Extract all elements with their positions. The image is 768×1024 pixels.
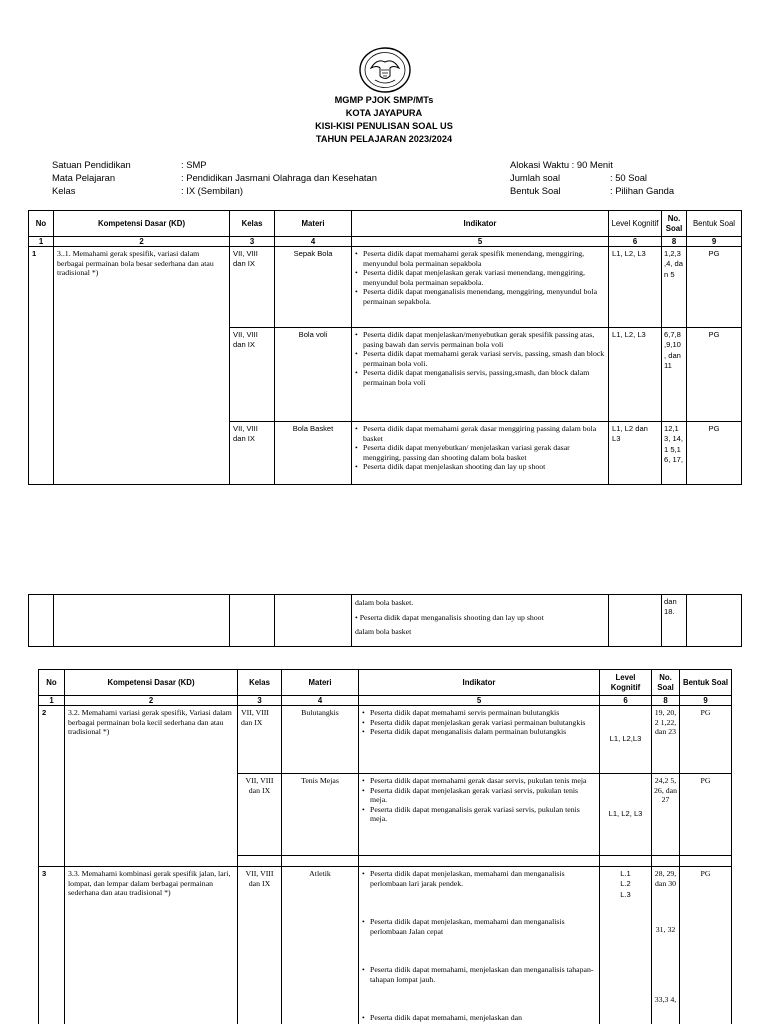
indikator-item: • Peserta didik dapat menjelaskan, memahami dan menganalisis perlombaan Jalan cepat (362, 917, 596, 965)
col-header-indikator: Indikator (359, 670, 600, 696)
indikator-cell (352, 328, 609, 422)
empty-cell (600, 856, 652, 867)
col-header-nosoal: No. Soal (662, 211, 687, 237)
kelas-cell: VII, VIII dan IX (238, 774, 282, 856)
col-header-kelas: Kelas (238, 670, 282, 696)
garuda-emblem-icon (357, 46, 413, 94)
kd-text: 3.3. Memahami kombinasi gerak spesifik jalan, lari, lompat, dan lempar dalam berbagai permainan sederhana dan atau tradisional *) (65, 867, 238, 1024)
indikator-item: • Peserta didik dapat memahami gerak variasi servis, passing, smash dan block permainan bola voli. (355, 349, 605, 368)
col-header-no: No (29, 211, 54, 237)
meta-value-satuan: : SMP (181, 159, 207, 170)
empty-cell (238, 856, 282, 867)
indikator-item: • Peserta didik dapat menjelaskan, memahami dan menganalisis perlombaan lari jarak pendek. (362, 869, 596, 917)
table-row (39, 867, 732, 1024)
header-title-3: KISI-KISI PENULISAN SOAL US (315, 121, 453, 131)
meta-label-mapel: Mata Pelajaran (52, 172, 116, 183)
col-number: 8 (652, 696, 680, 706)
empty-cell (230, 595, 275, 647)
indikator-item: • Peserta didik dapat menganalisis shooting dan lay up shoot (355, 612, 544, 622)
row-no: 2 (39, 706, 65, 867)
kd-text: 3.2. Memahami variasi gerak spesifik, Variasi dalam berbagai permainan bola kecil sederhana dan atau tradisional *) (65, 706, 238, 867)
meta-label-kelas: Kelas (52, 185, 76, 196)
level-cell: L1, L2, L3 (600, 774, 652, 856)
level-cell: L1, L2 dan L3 (609, 422, 662, 485)
nosoal-cell: 19, 20,2 1,22, dan 23 (652, 706, 680, 774)
col-number: 9 (680, 696, 732, 706)
indikator-item: • Peserta didik dapat menganalisis dalam permainan bulutangkis (362, 727, 596, 737)
materi-cell: Bola voli (275, 328, 352, 422)
col-header-kd: Kompetensi Dasar (KD) (65, 670, 238, 696)
level-item: L.3 (620, 889, 631, 899)
empty-cell (275, 595, 352, 647)
indikator-item: • Peserta didik dapat memahami gerak dasar servis, pukulan tenis meja (362, 776, 596, 786)
col-number: 4 (282, 696, 359, 706)
kisi-kisi-table-1 (28, 210, 742, 485)
col-number: 6 (609, 237, 662, 247)
col-header-level: Level Kognitif (609, 211, 662, 237)
empty-cell (29, 595, 54, 647)
col-header-kd: Kompetensi Dasar (KD) (54, 211, 230, 237)
meta-value-bentuk: : Pilihan Ganda (610, 185, 675, 196)
meta-value-mapel: : Pendidikan Jasmani Olahraga dan Kesehatan (181, 172, 377, 183)
col-number: 3 (230, 237, 275, 247)
nosoal-cell (652, 867, 680, 1024)
nosoal-item: 31, 32 (655, 925, 676, 934)
indikator-item-text: Peserta didik dapat menganalisis shooting dan lay up shoot (359, 612, 544, 622)
header-title-4: TAHUN PELAJARAN 2023/2024 (315, 134, 453, 144)
level-cell: L1, L2, L3 (609, 247, 662, 328)
bentuk-cell: PG (687, 247, 742, 328)
kisi-kisi-table-2 (38, 669, 732, 1024)
nosoal-item: 28, 29, dan 30 (654, 869, 677, 888)
indikator-item: • Peserta didik dapat menjelaskan/menyebutkan gerak spesifik passing atas, pasing bawah dan servis permainan bola voli (355, 330, 605, 349)
kelas-cell: VII, VIII dan IX (238, 867, 282, 1024)
col-number: 8 (662, 237, 687, 247)
kd-text (54, 247, 230, 485)
bentuk-cell: PG (680, 706, 732, 774)
indikator-continued-line: dalam bola basket. (355, 598, 414, 607)
indikator-continued-line: dalam bola basket (355, 627, 412, 636)
col-number: 6 (600, 696, 652, 706)
indikator-cell (352, 422, 609, 485)
kd-text-content: 3..1. Memahami gerak spesifik, variasi dalam berbagai permainan bola besar sederhana dan atau tradisional *) (57, 249, 214, 278)
col-number: 1 (39, 696, 65, 706)
header-title-1: MGMP PJOK SMP/MTs (334, 95, 434, 105)
level-cell (600, 867, 652, 1024)
indikator-cell (359, 706, 600, 774)
materi-cell: Tenis Mejas (282, 774, 359, 856)
table-row (29, 247, 742, 328)
col-number: 4 (275, 237, 352, 247)
indikator-item: • Peserta didik dapat menganalisis menendang, menggiring, menyundul bola permainan sepakbola. (355, 287, 605, 306)
materi-cell: Atletik (282, 867, 359, 1024)
meta-alokasi-waktu: Alokasi Waktu : 90 Menit (510, 159, 613, 170)
col-header-materi: Materi (282, 670, 359, 696)
col-number: 1 (29, 237, 54, 247)
materi-cell: Bola Basket (275, 422, 352, 485)
kelas-cell: VII, VIII dan IX (230, 247, 275, 328)
col-number: 5 (352, 237, 609, 247)
column-number-row (29, 237, 742, 247)
nosoal-cell: 12,1 3, 14,1 5,16, 17, (662, 422, 687, 485)
header-title-2: KOTA JAYAPURA (345, 108, 423, 118)
nosoal-cell: 1,2,3 ,4, dan 5 (662, 247, 687, 328)
kelas-cell: VII, VIII dan IX (230, 328, 275, 422)
col-header-level: Level Kognitif (600, 670, 652, 696)
col-number: 5 (359, 696, 600, 706)
meta-label-bentuk: Bentuk Soal (510, 185, 561, 196)
empty-cell (282, 856, 359, 867)
table-header-row (29, 211, 742, 237)
indikator-cell (352, 595, 609, 647)
empty-cell (680, 856, 732, 867)
row-no: 3 (39, 867, 65, 1024)
col-header-bentuk: Bentuk Soal (680, 670, 732, 696)
indikator-item: • Peserta didik dapat menjelaskan gerak variasi menendang, menggiring, menyundul bola permainan sepakbola. (355, 268, 605, 287)
level-cell: L1, L2, L3 (609, 328, 662, 422)
indikator-item: • Peserta didik dapat memahami gerak dasar menggiring passing dalam bola basket (355, 424, 605, 443)
nosoal-cell: dan 18. (662, 595, 687, 647)
meta-value-jumlah: : 50 Soal (610, 172, 648, 183)
indikator-cell (359, 867, 600, 1024)
continuation-table (28, 594, 742, 647)
nosoal-cell: 24,2 5,26, dan 27 (652, 774, 680, 856)
materi-cell: Bulutangkis (282, 706, 359, 774)
col-header-materi: Materi (275, 211, 352, 237)
empty-cell (652, 856, 680, 867)
bentuk-cell: PG (680, 867, 732, 1024)
meta-label-jumlah: Jumlah soal (510, 172, 561, 183)
col-header-indikator: Indikator (352, 211, 609, 237)
kelas-cell: VII, VIII dan IX (230, 422, 275, 485)
col-header-nosoal: No. Soal (652, 670, 680, 696)
indikator-item: • Peserta didik dapat memahami, menjelaskan dan menganalisis tahapan-tahapan lompat jauh. (362, 965, 596, 1013)
meta-label-satuan: Satuan Pendidikan (52, 159, 131, 170)
col-number: 2 (54, 237, 230, 247)
table-header-row (39, 670, 732, 696)
col-header-kelas: Kelas (230, 211, 275, 237)
materi-cell: Sepak Bola (275, 247, 352, 328)
indikator-item: • Peserta didik dapat menjelaskan gerak variasi permainan bulutangkis (362, 718, 596, 728)
indikator-item: • Peserta didik dapat menganalisis servis, passing,smash, dan block dalam permainan bola voli (355, 368, 605, 387)
level-cell: L1, L2,L3 (600, 706, 652, 774)
bentuk-cell: PG (680, 774, 732, 856)
empty-cell (359, 856, 600, 867)
empty-cell (609, 595, 662, 647)
nosoal-item: 33,3 4, (654, 995, 677, 1004)
table-row (39, 706, 732, 774)
indikator-item: • Peserta didik dapat memahami gerak spesifik menendang, menggiring, menyundul bola permainan sepakbola (355, 249, 605, 268)
meta-value-kelas: : IX (Sembilan) (181, 185, 243, 196)
table-row (29, 595, 742, 647)
level-item: L.2 (620, 879, 631, 889)
indikator-item: • Peserta didik dapat menjelaskan shooting dan lay up shoot (355, 462, 605, 472)
kelas-cell: VII, VIII dan IX (238, 706, 282, 774)
nosoal-cell: 6,7,8 ,9,10 , dan 11 (662, 328, 687, 422)
indikator-item: • Peserta didik dapat menjelaskan gerak variasi servis, pukulan tenis meja. (362, 786, 596, 805)
empty-cell (687, 595, 742, 647)
indikator-item: • Peserta didik dapat menyebutkan/ menjelaskan variasi gerak dasar menggiring, passing dan shooting dalam bola basket (355, 443, 605, 462)
row-no: 1 (29, 247, 54, 485)
col-number: 2 (65, 696, 238, 706)
level-item: L.1 (620, 869, 631, 878)
indikator-cell (359, 774, 600, 856)
column-number-row (39, 696, 732, 706)
empty-cell (54, 595, 230, 647)
bentuk-cell: PG (687, 328, 742, 422)
col-number: 9 (687, 237, 742, 247)
indikator-item: • Peserta didik dapat memahami, menjelaskan dan (362, 1013, 596, 1023)
bentuk-cell: PG (687, 422, 742, 485)
col-header-no: No (39, 670, 65, 696)
col-number: 3 (238, 696, 282, 706)
indikator-cell (352, 247, 609, 328)
indikator-item: • Peserta didik dapat menganalisis gerak variasi servis, pukulan tenis meja. (362, 805, 596, 824)
indikator-item: • Peserta didik dapat memahami servis permainan bulutangkis (362, 708, 596, 718)
col-header-bentuk: Bentuk Soal (687, 211, 742, 237)
